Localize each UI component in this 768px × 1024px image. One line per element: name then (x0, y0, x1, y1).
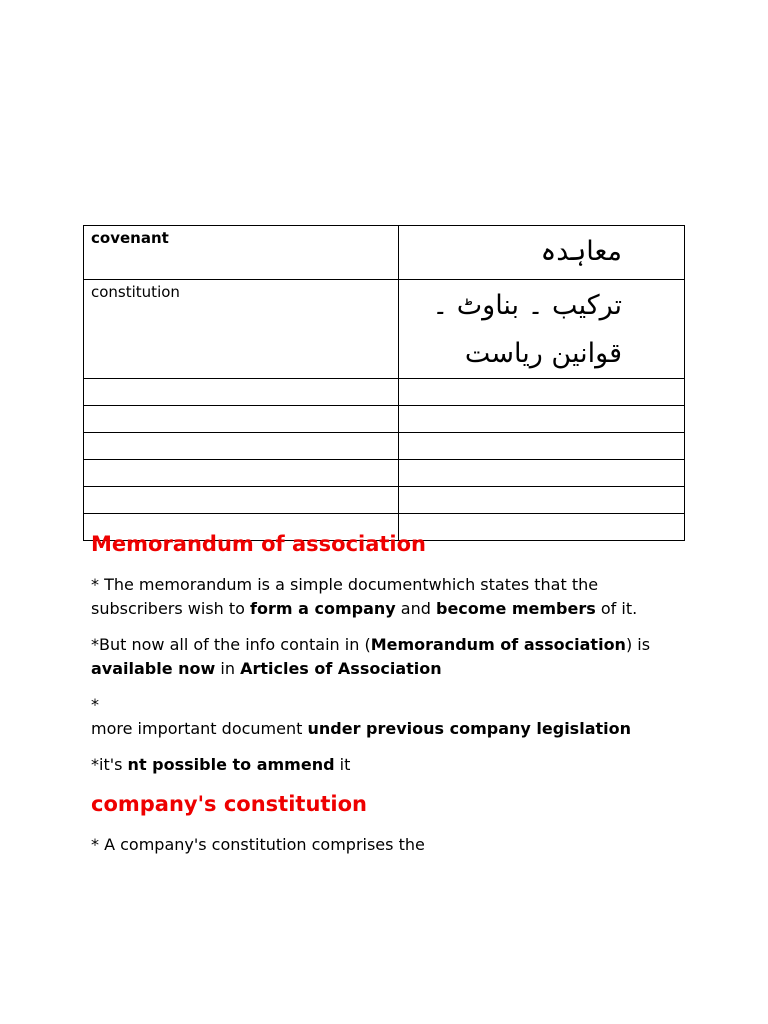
empty-table-row (84, 433, 685, 460)
bold-text-run: become members (435, 599, 596, 618)
text-run: it (334, 755, 351, 774)
empty-cell (399, 433, 685, 460)
bold-text-run: Memorandum of association (370, 635, 626, 654)
empty-cell (399, 460, 685, 487)
translation-cell: ترکیب ۔ بناوٹ ۔ قوانین ریاست (399, 280, 685, 379)
empty-table-row (84, 379, 685, 406)
bold-text-run: available now (91, 659, 216, 678)
bold-text-run: form a company (250, 599, 396, 618)
empty-cell (399, 487, 685, 514)
empty-cell (84, 379, 399, 406)
empty-table-row (84, 487, 685, 514)
paragraph-memorandum-definition (91, 573, 681, 621)
empty-table-row (84, 460, 685, 487)
empty-table-row (84, 406, 685, 433)
text-run: in (215, 659, 241, 678)
text-run: * The memorandum is a simple documentwhich states that the subscribers wish to (91, 575, 599, 618)
text-run: ) is (625, 635, 651, 654)
text-run: * A company's constitution comprises the (91, 835, 425, 854)
translation-cell: معاہدہ (399, 226, 685, 280)
empty-cell (84, 487, 399, 514)
bold-text-run: Articles of Association (240, 659, 442, 678)
empty-cell (84, 433, 399, 460)
document-body (91, 529, 681, 869)
paragraph-constitution-definition (91, 833, 681, 857)
section-heading-constitution: company's constitution (91, 792, 368, 816)
text-run: more important document (91, 719, 308, 738)
table-row (84, 226, 685, 280)
empty-cell (84, 460, 399, 487)
bold-text-run: nt possible to ammend (127, 755, 335, 774)
text-run: *But now all of the info contain in ( (91, 635, 371, 654)
section-heading-memorandum: Memorandum of association (91, 532, 427, 556)
text-run: and (395, 599, 436, 618)
bold-text-run: under previous company legislation (307, 719, 631, 738)
text-run: * (91, 695, 99, 714)
empty-cell (399, 406, 685, 433)
table-row (84, 280, 685, 379)
text-run: *it's (91, 755, 128, 774)
paragraph-memorandum-info (91, 633, 681, 681)
paragraph-memorandum-amend (91, 753, 681, 777)
empty-cell (399, 379, 685, 406)
term-cell: constitution (84, 280, 399, 379)
empty-cell (84, 406, 399, 433)
vocabulary-table (83, 225, 685, 541)
paragraph-memorandum-importance (91, 693, 681, 741)
text-run: of it. (595, 599, 638, 618)
term-cell: covenant (84, 226, 399, 280)
